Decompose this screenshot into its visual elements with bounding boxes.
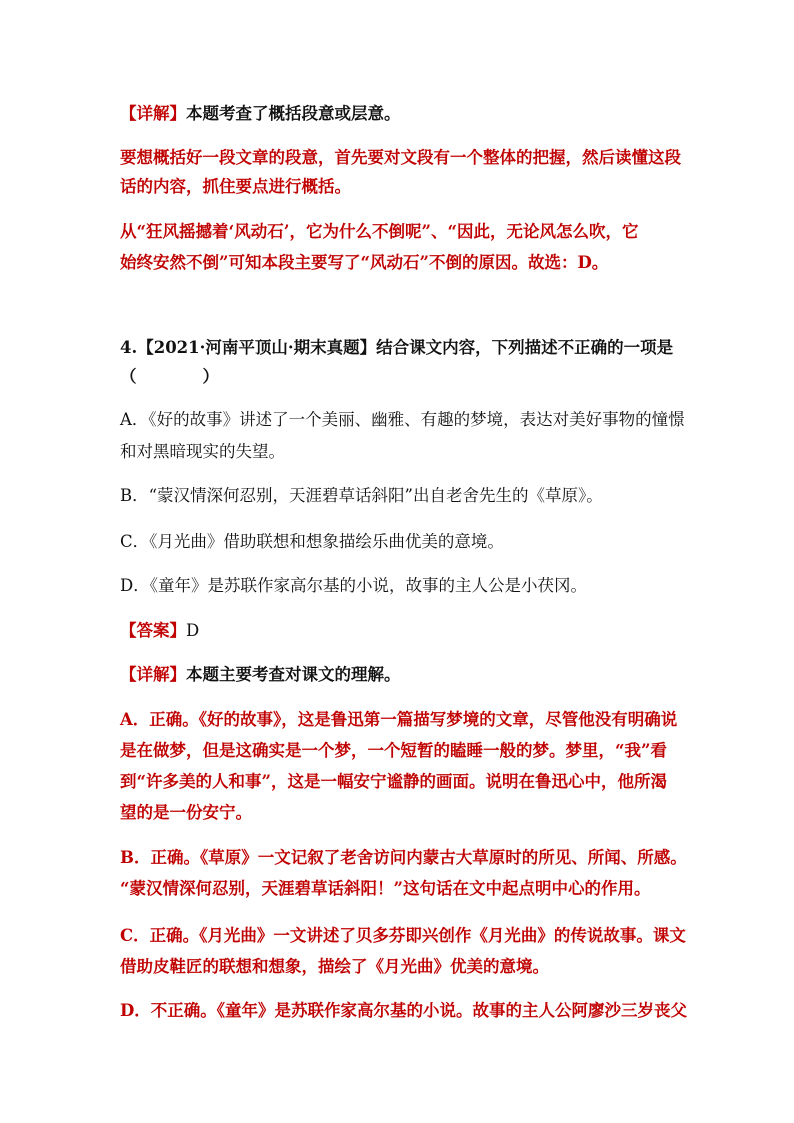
detail-text: 本题主要考查对课文的理解。: [186, 665, 401, 684]
detail-tag: 【详解】: [120, 665, 186, 684]
answer-value: D: [186, 621, 200, 640]
paragraph-line: 要想概括好一段文章的段意，首先要对文段有一个整体的把握，然后读懂这段: [120, 148, 681, 167]
detail-heading-1: [120, 103, 680, 125]
detail-tag: 【详解】: [120, 104, 186, 123]
paragraph-line: 始终安然不倒”可知本段主要写了“风动石”不倒的原因。故选：D。: [120, 253, 609, 272]
explanation-c: 借助皮鞋匠的联想和想象，描绘了《月光曲》优美的意境。: [120, 957, 549, 976]
explanation-a: 望的是一份安宁。: [120, 803, 252, 822]
question-blank: （ ）: [120, 367, 219, 386]
answer-tag: 【答案】: [120, 621, 186, 640]
explanation-a: 到“许多美的人和事”，这是一幅安宁谧静的画面。说明在鲁迅心中，他所渴: [120, 772, 667, 791]
option-a: A．《好的故事》讲述了一个美丽、幽雅、有趣的梦境，表达对美好事物的憧憬: [120, 410, 685, 429]
option-a-cont: 和对黑暗现实的失望。: [120, 442, 285, 461]
paragraph-line: 从“狂风摇撼着‘风动石’，它为什么不倒呢”、“因此，无论风怎么吹，它: [120, 222, 639, 241]
explanation-a: A．正确。《好的故事》，这是鲁迅第一篇描写梦境的文章，尽管他没有明确说: [120, 710, 678, 729]
option-d: D．《童年》是苏联作家高尔基的小说，故事的主人公是小茯冈。: [120, 576, 587, 595]
explanation-b: B．正确。《草原》一文记叙了老舍访问内蒙古大草原时的所见、所闻、所感。: [120, 848, 687, 867]
detail-text: 本题考查了概括段意或层意。: [186, 104, 401, 123]
explanation-c: C．正确。《月光曲》一文讲述了贝多芬即兴创作《月光曲》的传说故事。课文: [120, 926, 686, 945]
answer-line: [120, 620, 680, 642]
explanation-b: “蒙汉情深何忍别，天涯碧草话斜阳！”这句话在文中起点明中心的作用。: [120, 879, 651, 898]
question-stem: 4.【2021·河南平顶山·期末真题】结合课文内容，下列描述不正确的一项是: [120, 338, 674, 357]
detail-heading-2: [120, 664, 680, 686]
explanation-a: 是在做梦，但是这确实是一个梦，一个短暂的瞌睡一般的梦。梦里，“我”看: [120, 741, 667, 760]
option-b: B．“蒙汉情深何忍别，天涯碧草话斜阳”出自老舍先生的《草原》。: [120, 486, 603, 505]
explanation-d: D．不正确。《童年》是苏联作家高尔基的小说。故事的主人公阿廖沙三岁丧父: [120, 1001, 688, 1020]
paragraph-line: 话的内容，抓住要点进行概括。: [120, 177, 351, 196]
option-c: C．《月光曲》借助联想和想象描绘乐曲优美的意境。: [120, 532, 504, 551]
